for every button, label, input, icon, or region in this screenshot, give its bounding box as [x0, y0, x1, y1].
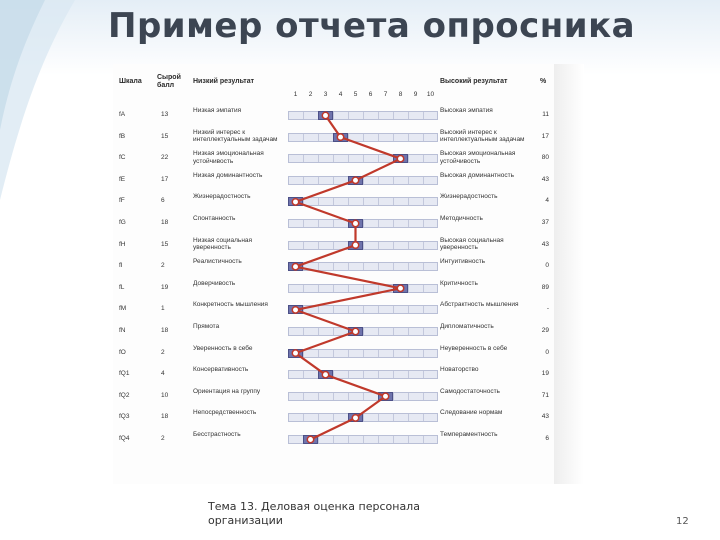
sten-divider [378, 155, 379, 162]
sten-divider [303, 242, 304, 249]
header-low-result: Низкий результат [193, 78, 255, 85]
sten-divider [363, 112, 364, 119]
sten-divider [348, 112, 349, 119]
sten-divider [348, 198, 349, 205]
sten-divider [303, 134, 304, 141]
sten-divider [363, 350, 364, 357]
sten-divider [408, 285, 409, 292]
sten-divider [378, 112, 379, 119]
sten-divider [408, 263, 409, 270]
sten-divider [303, 371, 304, 378]
sten-divider [333, 414, 334, 421]
row-percent: 11 [542, 111, 549, 118]
sten-divider [378, 328, 379, 335]
footer-topic: Тема 13. Деловая оценка персонала организации [208, 500, 420, 527]
sten-divider [318, 436, 319, 443]
sten-divider [303, 220, 304, 227]
sten-marker [288, 349, 303, 358]
sten-marker [288, 262, 303, 271]
sten-divider [333, 112, 334, 119]
sten-marker [303, 435, 318, 444]
row-percent: 29 [541, 327, 549, 334]
row-percent: 89 [541, 283, 549, 291]
header-high-result: Высокий результат [440, 78, 508, 85]
row-high-result: Самодостаточность [440, 387, 500, 395]
sten-label: 6 [368, 91, 373, 98]
sten-divider [378, 263, 379, 270]
row-scale: fQ4 [119, 435, 130, 442]
sten-label: 8 [398, 91, 403, 98]
sten-divider [363, 328, 364, 335]
sten-divider [393, 198, 394, 205]
sten-divider [408, 371, 409, 378]
sten-divider [348, 306, 349, 313]
sten-divider [408, 134, 409, 141]
sten-divider [348, 350, 349, 357]
sten-divider [423, 134, 424, 141]
report-shadow [554, 64, 584, 484]
sten-divider [408, 177, 409, 184]
row-percent: 19 [541, 370, 549, 378]
sten-track [288, 219, 438, 228]
sten-divider [348, 371, 349, 378]
sten-label: 5 [353, 91, 358, 98]
sten-marker [288, 305, 303, 314]
sten-divider [408, 436, 409, 443]
sten-label: 1 [293, 91, 298, 98]
sten-divider [318, 393, 319, 400]
row-raw-score: 18 [161, 219, 169, 226]
sten-divider [303, 350, 304, 357]
sten-divider [333, 393, 334, 400]
sten-marker [393, 284, 408, 293]
row-low-result: Низкая доминантность [193, 171, 263, 179]
row-high-result: Абстрактность мышления [440, 301, 519, 309]
row-scale: fO [119, 348, 126, 356]
sten-divider [363, 393, 364, 400]
sten-marker [318, 370, 333, 379]
sten-divider [303, 263, 304, 270]
sten-divider [363, 242, 364, 249]
row-low-result: Спонтанность [193, 215, 236, 222]
sten-divider [333, 285, 334, 292]
sten-label: 4 [338, 91, 343, 98]
sten-divider [408, 198, 409, 205]
row-percent: - [546, 305, 549, 313]
sten-divider [363, 155, 364, 162]
sten-divider [303, 306, 304, 313]
row-raw-score: 19 [161, 283, 169, 291]
sten-divider [408, 242, 409, 249]
sten-divider [318, 242, 319, 249]
sten-divider [318, 198, 319, 205]
sten-divider [408, 155, 409, 162]
row-scale: fI [119, 262, 123, 270]
sten-marker [318, 111, 333, 120]
sten-divider [363, 177, 364, 184]
row-high-result: Интуитивность [440, 258, 486, 266]
sten-divider [408, 328, 409, 335]
row-raw-score: 22 [161, 154, 169, 162]
sten-divider [423, 263, 424, 270]
page-title: Пример отчета опросника [108, 6, 636, 46]
sten-divider [303, 198, 304, 205]
sten-divider [393, 220, 394, 227]
sten-divider [408, 414, 409, 421]
row-percent: 37 [541, 219, 549, 226]
sten-divider [393, 350, 394, 357]
sten-divider [378, 134, 379, 141]
sten-divider [363, 371, 364, 378]
sten-track [288, 111, 438, 120]
sten-divider [423, 198, 424, 205]
row-low-result: Непосредственность [193, 409, 257, 417]
row-low-result: Низкая эмоциональная устойчивость [193, 150, 264, 165]
row-raw-score: 10 [161, 391, 169, 399]
sten-divider [333, 306, 334, 313]
row-scale: fF [119, 197, 125, 205]
sten-divider [378, 220, 379, 227]
row-high-result: Дипломатичность [440, 323, 494, 330]
row-high-result: Высокий интерес к интеллектуальным задачам [440, 128, 525, 144]
sten-divider [423, 306, 424, 313]
sten-divider [408, 220, 409, 227]
row-low-result: Реалистичность [193, 258, 242, 266]
sten-divider [318, 306, 319, 313]
sten-divider [333, 177, 334, 184]
row-raw-score: 18 [161, 327, 169, 334]
sten-track [288, 241, 438, 250]
sten-marker [378, 392, 393, 401]
sten-divider [333, 155, 334, 162]
sten-divider [393, 263, 394, 270]
sten-divider [318, 350, 319, 357]
sten-divider [363, 220, 364, 227]
sten-divider [393, 436, 394, 443]
row-high-result: Темпераментность [440, 431, 498, 438]
sten-divider [423, 328, 424, 335]
row-raw-score: 6 [161, 197, 165, 205]
row-percent: 4 [545, 197, 549, 205]
sten-divider [333, 242, 334, 249]
row-percent: 43 [541, 240, 549, 248]
sten-divider [378, 306, 379, 313]
row-percent: 80 [541, 154, 549, 162]
row-low-result: Низкая социальная уверенность [193, 236, 253, 252]
row-low-result: Низкий интерес к интеллектуальным задачам [193, 128, 278, 144]
sten-track [288, 305, 438, 314]
row-raw-score: 1 [161, 305, 165, 313]
row-raw-score: 17 [161, 175, 169, 183]
sten-divider [303, 328, 304, 335]
row-low-result: Доверчивость [193, 279, 236, 287]
sten-track [288, 284, 438, 293]
sten-divider [348, 285, 349, 292]
sten-divider [408, 393, 409, 400]
sten-divider [423, 220, 424, 227]
sten-divider [363, 285, 364, 292]
row-high-result: Высокая доминантность [440, 171, 514, 179]
sten-divider [378, 242, 379, 249]
sten-divider [318, 285, 319, 292]
sten-divider [363, 306, 364, 313]
sten-divider [423, 371, 424, 378]
sten-divider [363, 134, 364, 141]
row-percent: 71 [541, 391, 549, 399]
row-percent: 0 [545, 262, 549, 270]
sten-divider [423, 285, 424, 292]
sten-marker [333, 133, 348, 142]
sten-divider [333, 220, 334, 227]
header-percent: % [540, 78, 547, 85]
sten-divider [408, 306, 409, 313]
sten-label: 9 [413, 91, 418, 98]
sten-divider [348, 436, 349, 443]
sten-marker [348, 413, 363, 422]
sten-divider [348, 134, 349, 141]
sten-divider [348, 155, 349, 162]
row-low-result: Уверенность в себе [193, 344, 253, 352]
row-raw-score: 15 [161, 132, 169, 140]
sten-divider [393, 306, 394, 313]
sten-marker [288, 197, 303, 206]
sten-divider [318, 134, 319, 141]
row-raw-score: 2 [161, 262, 165, 270]
row-raw-score: 13 [161, 111, 169, 118]
row-low-result: Конкретность мышления [193, 301, 268, 309]
row-scale: fE [119, 175, 126, 183]
sten-label: 10 [426, 91, 435, 98]
row-high-result: Высокая эмпатия [440, 107, 493, 114]
row-scale: fL [119, 283, 125, 291]
sten-divider [393, 242, 394, 249]
row-low-result: Консервативность [193, 366, 249, 374]
sten-divider [333, 371, 334, 378]
sten-divider [408, 350, 409, 357]
row-low-result: Прямота [193, 323, 220, 330]
sten-track [288, 262, 438, 271]
sten-divider [318, 220, 319, 227]
row-low-result: Бесстрастность [193, 431, 241, 438]
sten-divider [378, 285, 379, 292]
sten-divider [423, 436, 424, 443]
sten-divider [378, 198, 379, 205]
row-scale: fN [119, 327, 126, 334]
header-raw-score: Сырой балл [157, 74, 181, 89]
questionnaire-report [113, 64, 554, 484]
row-raw-score: 18 [161, 413, 169, 421]
sten-divider [318, 328, 319, 335]
row-scale: fH [119, 240, 126, 248]
sten-divider [303, 155, 304, 162]
sten-track [288, 327, 438, 336]
sten-label: 3 [323, 91, 328, 98]
row-high-result: Жизнерадостность [440, 193, 498, 201]
row-percent: 6 [545, 435, 549, 442]
sten-divider [393, 328, 394, 335]
sten-divider [423, 177, 424, 184]
sten-divider [363, 263, 364, 270]
sten-divider [423, 112, 424, 119]
sten-track [288, 392, 438, 401]
sten-divider [378, 436, 379, 443]
sten-track [288, 154, 438, 163]
sten-divider [423, 155, 424, 162]
sten-divider [363, 198, 364, 205]
row-scale: fQ2 [119, 391, 130, 399]
sten-divider [363, 414, 364, 421]
sten-divider [378, 350, 379, 357]
sten-divider [303, 285, 304, 292]
sten-divider [393, 177, 394, 184]
sten-divider [378, 414, 379, 421]
sten-divider [423, 242, 424, 249]
row-scale: fA [119, 111, 126, 118]
row-raw-score: 2 [161, 435, 165, 442]
row-scale: fG [119, 219, 126, 226]
sten-divider [348, 263, 349, 270]
row-scale: fM [119, 305, 127, 313]
row-scale: fB [119, 132, 126, 140]
row-high-result: Высокая социальная уверенность [440, 236, 504, 252]
row-high-result: Критичность [440, 279, 478, 287]
row-low-result: Жизнерадостность [193, 193, 251, 201]
sten-divider [423, 414, 424, 421]
sten-divider [333, 436, 334, 443]
sten-marker [348, 241, 363, 250]
sten-marker [348, 327, 363, 336]
sten-marker [393, 154, 408, 163]
row-percent: 0 [545, 348, 549, 356]
row-high-result: Высокая эмоциональная устойчивость [440, 150, 516, 165]
row-scale: fQ3 [119, 413, 130, 421]
sten-divider [393, 393, 394, 400]
sten-divider [393, 112, 394, 119]
header-scale: Шкала [119, 78, 142, 85]
sten-divider [333, 350, 334, 357]
row-percent: 43 [541, 413, 549, 421]
row-low-result: Ориентация на группу [193, 387, 261, 395]
row-low-result: Низкая эмпатия [193, 107, 242, 114]
sten-divider [303, 393, 304, 400]
row-percent: 17 [541, 132, 549, 140]
sten-divider [423, 350, 424, 357]
sten-divider [393, 414, 394, 421]
sten-divider [393, 371, 394, 378]
row-scale: fQ1 [119, 370, 130, 378]
sten-divider [318, 177, 319, 184]
row-scale: fC [119, 154, 126, 162]
sten-divider [393, 134, 394, 141]
sten-track [288, 176, 438, 185]
row-raw-score: 4 [161, 370, 165, 378]
sten-marker [348, 219, 363, 228]
sten-track [288, 349, 438, 358]
sten-track [288, 133, 438, 142]
sten-label: 7 [383, 91, 388, 98]
sten-track [288, 197, 438, 206]
sten-divider [318, 155, 319, 162]
row-high-result: Следование нормам [440, 409, 503, 417]
sten-divider [363, 436, 364, 443]
sten-label: 2 [308, 91, 313, 98]
sten-track [288, 413, 438, 422]
sten-divider [318, 414, 319, 421]
sten-divider [348, 393, 349, 400]
row-raw-score: 15 [161, 240, 169, 248]
sten-divider [303, 112, 304, 119]
sten-divider [333, 198, 334, 205]
sten-divider [318, 263, 319, 270]
sten-divider [408, 112, 409, 119]
sten-divider [303, 177, 304, 184]
page-number: 12 [676, 516, 689, 527]
decorative-swoosh [0, 0, 112, 540]
sten-divider [303, 414, 304, 421]
sten-track [288, 370, 438, 379]
sten-divider [333, 328, 334, 335]
sten-divider [378, 177, 379, 184]
row-raw-score: 2 [161, 348, 165, 356]
row-high-result: Методичность [440, 215, 483, 222]
row-high-result: Новаторство [440, 366, 479, 374]
row-percent: 43 [541, 175, 549, 183]
row-high-result: Неуверенность в себе [440, 344, 508, 352]
sten-divider [423, 393, 424, 400]
sten-divider [333, 263, 334, 270]
sten-marker [348, 176, 363, 185]
sten-divider [378, 371, 379, 378]
